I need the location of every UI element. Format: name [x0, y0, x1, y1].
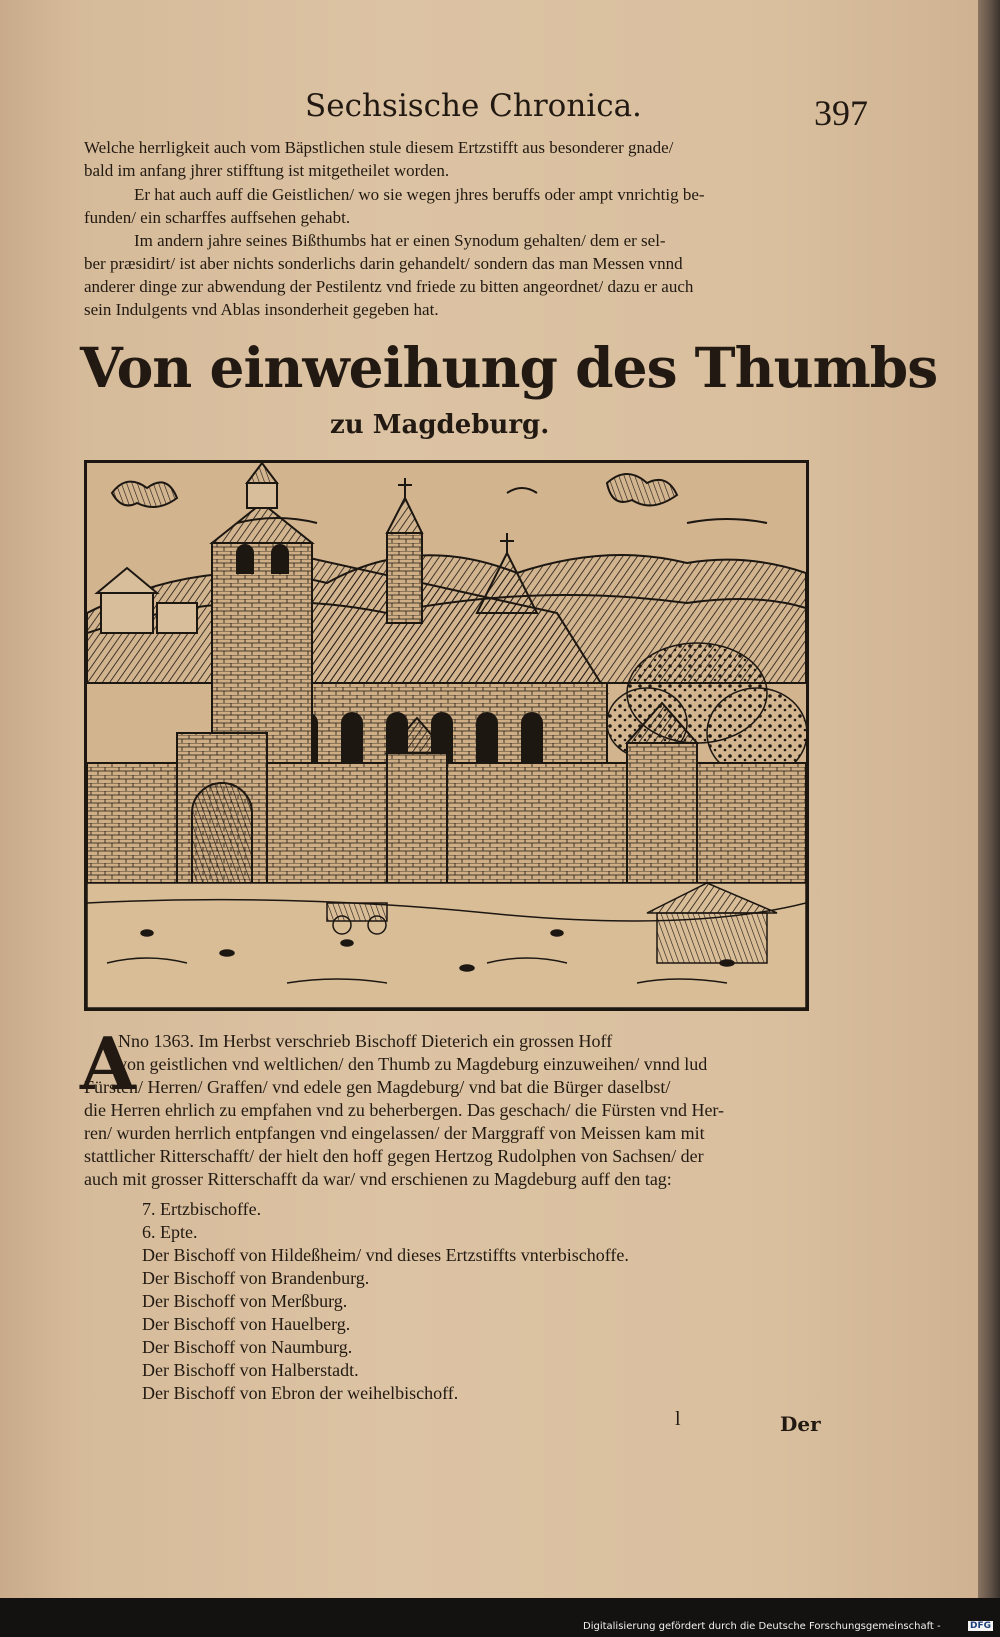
- text-line: Nno 1363. Im Herbst verschrieb Bischoff Dieterich ein grossen Hoff: [118, 1031, 613, 1051]
- section-heading: Von einweihung des Thumbs: [80, 335, 938, 400]
- intro-paragraph-3: [84, 229, 693, 321]
- text-line: Fürsten/ Herren/ Graffen/ vnd edele gen Magdeburg/ vnd bat die Bürger daselbst/: [84, 1077, 671, 1097]
- running-head: Sechsische Chronica.: [305, 88, 642, 124]
- ground: [87, 883, 806, 1008]
- text-line: sein Indulgents vnd Ablas insonderheit gegeben hat.: [84, 300, 439, 319]
- text-line: ber præsidirt/ ist aber nichts sonderlichs darin gehandelt/ sondern das man Messen vnnd: [84, 254, 683, 273]
- funding-credit: Digitalisierung gefördert durch die Deutsche Forschungsgemeinschaft -: [583, 1621, 941, 1632]
- catchword: Der: [780, 1412, 821, 1436]
- text-line: Im andern jahre seines Bißthumbs hat er einen Synodum gehalten/ dem er sel-: [134, 231, 666, 250]
- body-paragraph: [84, 1030, 724, 1191]
- text-line: ren/ wurden herrlich entpfangen vnd eingelassen/ der Marggraff von Meissen kam mit: [84, 1123, 705, 1143]
- clouds: [112, 474, 767, 523]
- list-item: Der Bischoff von Hauelberg.: [142, 1314, 351, 1334]
- list-item: Der Bischoff von Halberstadt.: [142, 1360, 359, 1380]
- attendee-list: [142, 1198, 629, 1405]
- text-line: anderer dinge zur abwendung der Pestilentz vnd friede zu bitten angeordnet/ dazu er auch: [84, 277, 694, 296]
- section-subheading: zu Magdeburg.: [330, 410, 550, 440]
- text-line: stattlicher Ritterschafft/ der hielt den hoff gegen Hertzog Rudolphen von Sachsen/ der: [84, 1146, 704, 1166]
- text-line: von geistlichen vnd weltlichen/ den Thumb zu Magdeburg einzuweihen/ vnnd lud: [118, 1054, 708, 1074]
- page-number: 397: [814, 93, 868, 133]
- list-item: Der Bischoff von Ebron der weihelbischoff.: [142, 1383, 459, 1403]
- dfg-logo-icon: DFG: [970, 1621, 992, 1631]
- intro-paragraph-2: [84, 183, 705, 229]
- list-item: Der Bischoff von Brandenburg.: [142, 1268, 370, 1288]
- drop-capital: A: [80, 1021, 136, 1106]
- list-item: Der Bischoff von Naumburg.: [142, 1337, 353, 1357]
- signature-mark: l: [675, 1408, 681, 1430]
- list-item: Der Bischoff von Hildeßheim/ vnd dieses Ertzstiffts vnterbischoffe.: [142, 1245, 629, 1265]
- text-line: die Herren ehrlich zu empfahen vnd zu beherbergen. Das geschach/ die Fürsten vnd Her-: [84, 1100, 725, 1120]
- text-line: Welche herrligkeit auch vom Bäpstlichen stule diesem Ertzstifft aus besonderer gnade/: [84, 138, 674, 157]
- text-line: auch mit grosser Ritterschafft da war/ vnd erschienen zu Magdeburg auff den tag:: [84, 1169, 672, 1189]
- book-edge: [978, 0, 1000, 1598]
- woodcut-illustration-magdeburg-cathedral: [84, 460, 809, 1011]
- woodcut-drawing: [87, 463, 806, 1008]
- text-line: Er hat auch auff die Geistlichen/ wo sie wegen jhres beruffs oder ampt vnrichtig be-: [134, 185, 705, 204]
- list-item: Der Bischoff von Merßburg.: [142, 1291, 348, 1311]
- text-line: funden/ ein scharffes auffsehen gehabt.: [84, 208, 351, 227]
- list-item: 6. Epte.: [142, 1222, 198, 1242]
- text-line: bald im anfang jhrer stifftung ist mitgetheilet worden.: [84, 161, 450, 180]
- intro-paragraph-1: [84, 136, 673, 182]
- list-item: 7. Ertzbischoffe.: [142, 1199, 262, 1219]
